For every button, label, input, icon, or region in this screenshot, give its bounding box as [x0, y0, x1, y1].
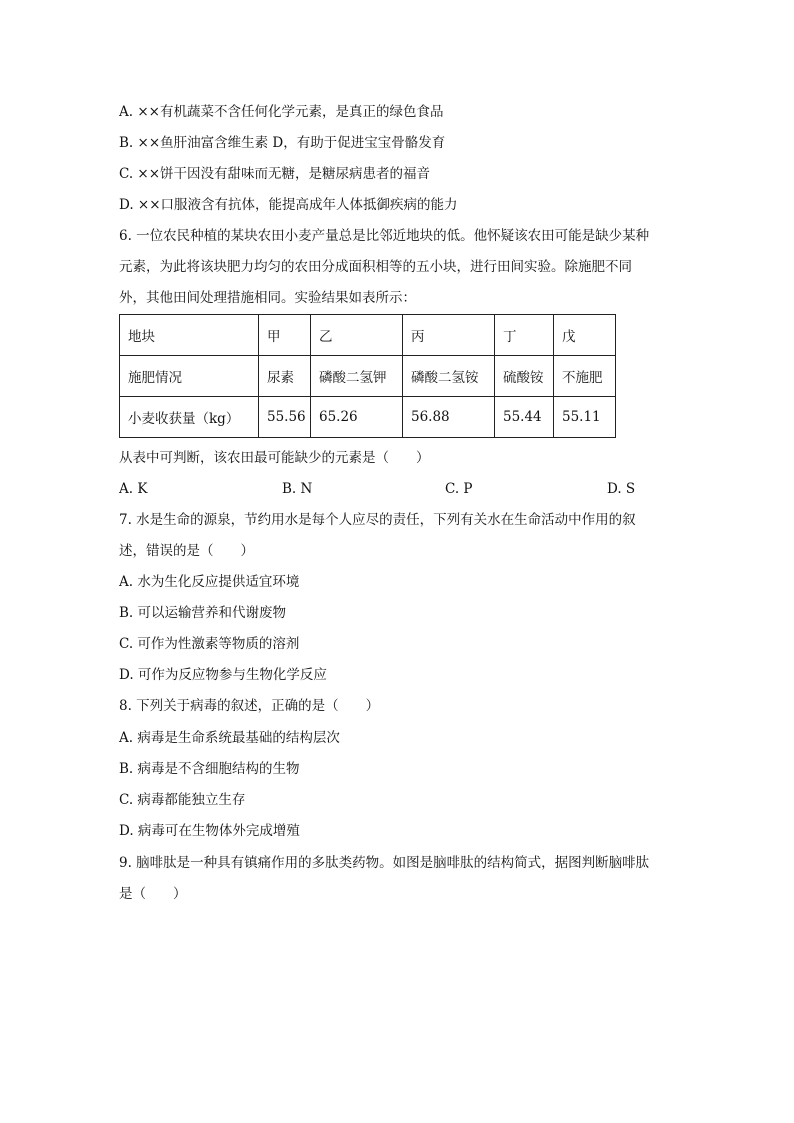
q9-stem-line-1: 9. 脑啡肽是一种具有镇痛作用的多肽类药物。如图是脑啡肽的结构简式，据图判断脑啡肽 — [119, 855, 650, 871]
q5-option-a: A. ××有机蔬菜不含任何化学元素，是真正的绿色食品 — [119, 104, 444, 120]
q6-results-table — [119, 314, 616, 438]
q8-option-a: A. 病毒是生命系统最基础的结构层次 — [119, 730, 340, 746]
q6-stem-line-3: 外，其他田间处理措施相同。实验结果如表所示： — [119, 290, 416, 306]
q6-question: 从表中可判断，该农田最可能缺少的元素是（ ） — [119, 450, 430, 466]
q6-stem-line-2: 元素，为此将该块肥力均匀的农田分成面积相等的五小块，进行田间实验。除施肥不同 — [119, 259, 632, 275]
q6-option-b: B. N — [282, 481, 313, 497]
q8-option-c: C. 病毒都能独立生存 — [119, 792, 246, 808]
q6-stem-line-1: 6. 一位农民种植的某块农田小麦产量总是比邻近地块的低。他怀疑该农田可能是缺少某种 — [119, 228, 650, 244]
table-header-cell: 地块 — [120, 315, 259, 356]
table-row-fertilizer — [120, 356, 616, 397]
table-cell: 56.88 — [403, 397, 495, 438]
table-header-cell: 甲 — [259, 315, 311, 356]
table-cell: 磷酸二氢钾 — [311, 356, 403, 397]
table-cell: 55.56 — [259, 397, 311, 438]
table-row-plot — [120, 315, 616, 356]
q5-option-b: B. ××鱼肝油富含维生素 D，有助于促进宝宝骨骼发育 — [119, 135, 446, 151]
q7-option-c: C. 可作为性激素等物质的溶剂 — [119, 636, 300, 652]
q7-option-a: A. 水为生化反应提供适宜环境 — [119, 574, 300, 590]
table-cell: 硫酸铵 — [495, 356, 554, 397]
q6-option-a: A. K — [119, 481, 148, 497]
table-cell: 不施肥 — [554, 356, 616, 397]
table-cell: 施肥情况 — [120, 356, 259, 397]
table-cell: 小麦收获量（kg） — [120, 397, 259, 438]
q7-stem-line-2: 述，错误的是（ ） — [119, 543, 254, 559]
q7-stem-line-1: 7. 水是生命的源泉，节约用水是每个人应尽的责任，下列有关水在生命活动中作用的叙 — [119, 512, 636, 528]
q6-option-d: D. S — [607, 481, 636, 497]
table-header-cell: 乙 — [311, 315, 403, 356]
q9-stem-line-2: 是（ ） — [119, 886, 187, 902]
table-row-yield — [120, 397, 616, 438]
table-header-cell: 丙 — [403, 315, 495, 356]
q6-option-c: C. P — [445, 481, 473, 497]
q8-option-b: B. 病毒是不含细胞结构的生物 — [119, 761, 300, 777]
q8-option-d: D. 病毒可在生物体外完成增殖 — [119, 823, 300, 839]
table-header-cell: 丁 — [495, 315, 554, 356]
table-cell: 65.26 — [311, 397, 403, 438]
table-cell: 磷酸二氢铵 — [403, 356, 495, 397]
table-cell: 尿素 — [259, 356, 311, 397]
q7-option-d: D. 可作为反应物参与生物化学反应 — [119, 667, 327, 683]
q7-option-b: B. 可以运输营养和代谢废物 — [119, 605, 287, 621]
q5-option-d: D. ××口服液含有抗体，能提高成年人体抵御疾病的能力 — [119, 197, 458, 213]
table-cell: 55.44 — [495, 397, 554, 438]
table-header-cell: 戊 — [554, 315, 616, 356]
q5-option-c: C. ××饼干因没有甜味而无糖，是糖尿病患者的福音 — [119, 166, 431, 182]
table-cell: 55.11 — [554, 397, 616, 438]
q8-stem: 8. 下列关于病毒的叙述，正确的是（ ） — [119, 698, 380, 714]
